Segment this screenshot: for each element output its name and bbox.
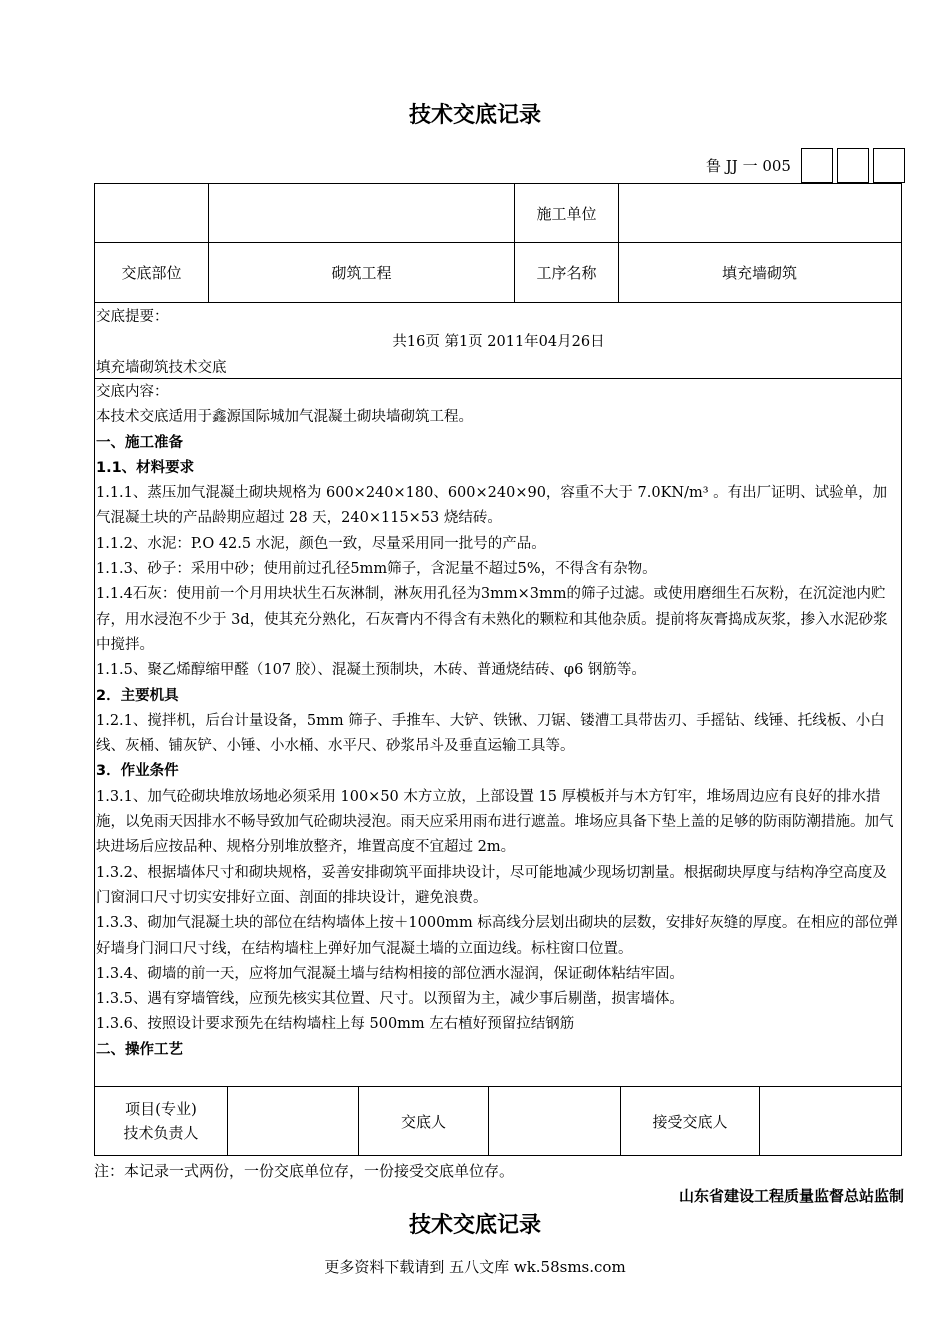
paragraph: 1.3.5、遇有穿墙管线，应预先核实其位置、尺寸。以预留为主，减少事后剔凿，损害墙体。 bbox=[96, 991, 684, 1008]
form-code: 鲁 JJ 一 005 bbox=[706, 157, 791, 175]
paragraph: 1.1.2、水泥：P.O 42.5 水泥，颜色一致，尽量采用同一批号的产品。 bbox=[96, 535, 546, 552]
unit-value-cell[interactable] bbox=[619, 184, 900, 242]
section-heading: 二、操作工艺 bbox=[96, 1041, 183, 1058]
paragraph: 1.3.4、砌墙的前一天，应将加气混凝土墙与结构相接的部位洒水湿润，保证砌体粘结牢固。 bbox=[96, 965, 684, 982]
summary-label: 交底提要： bbox=[96, 309, 169, 325]
paragraph: 1.3.3、砌加气混凝土块的部位在结构墙体上按＋1000mm 标高线分层划出砌块的层数，安排好灰缝的厚度。在相应的部位弹好墙身门洞口尺寸线，在结构墙柱上弹好加气混凝土墙的立面边线。标柱窗口位置。 bbox=[96, 915, 898, 957]
page-info: 共16页 第1页 2011年04月26日 bbox=[392, 334, 605, 351]
code-box-2[interactable] bbox=[837, 148, 869, 183]
paragraph: 1.1.3、砂子：采用中砂；使用前过孔径5mm筛子，含泥量不超过5%，不得含有杂物。 bbox=[96, 561, 657, 578]
project-row bbox=[95, 184, 901, 243]
part-row bbox=[95, 243, 901, 303]
disclosure-table bbox=[94, 183, 902, 1156]
receiver-value[interactable] bbox=[760, 1087, 900, 1155]
receiver-label: 接受交底人 bbox=[621, 1087, 760, 1155]
supervision-text: 山东省建设工程质量监督总站监制 bbox=[678, 1187, 904, 1205]
tech-lead-label-line1: 项目(专业) bbox=[125, 1100, 197, 1118]
discloser-label: 交底人 bbox=[359, 1087, 489, 1155]
paragraph: 1.1.4石灰：使用前一个月用块状生石灰淋制，淋灰用孔径为3mm×3mm的筛子过滤。或使用磨细生石灰粉，在沉淀池内贮存，用水浸泡不少于 3d，使其充分熟化，石灰膏内不得含有未熟化的颗粒和其他杂质。提前将灰膏捣成灰浆，掺入水泥砂浆中搅拌。 bbox=[96, 586, 888, 653]
section-heading: 3．作业条件 bbox=[96, 763, 179, 780]
section-heading: 1.1、材料要求 bbox=[96, 459, 195, 476]
paragraph: 1.3.2、根据墙体尺寸和砌块规格，妥善安排砌筑平面排块设计，尽可能地减少现场切割量。根据砌块厚度与结构净空高度及门窗洞口尺寸切实安排好立面、剖面的排块设计，避免浪费。 bbox=[96, 864, 887, 906]
section-heading: 一、施工准备 bbox=[96, 434, 183, 451]
paragraph: 1.2.1、搅拌机，后台计量设备，5mm 筛子、手推车、大铲、铁锹、刀锯、镂漕工具带齿刃、手摇钻、线锤、托线板、小白线、灰桶、铺灰铲、小锤、小水桶、水平尺、砂浆吊斗及垂直运输工具等。 bbox=[96, 712, 885, 755]
tech-lead-value[interactable] bbox=[228, 1087, 359, 1155]
unit-label: 施工单位 bbox=[515, 184, 619, 242]
document-title: 技术交底记录 bbox=[408, 103, 541, 128]
content-intro: 本技术交底适用于鑫源国际城加气混凝土砌块墙砌筑工程。 bbox=[96, 409, 473, 426]
sign-row bbox=[95, 1087, 901, 1155]
section-heading: 2．主要机具 bbox=[96, 687, 179, 704]
footer-text: 更多资料下载请到 五八文库 wk.58sms.com bbox=[324, 1258, 626, 1276]
tech-lead-label-line2: 技术负责人 bbox=[123, 1124, 199, 1142]
project-value-cell[interactable] bbox=[209, 184, 515, 242]
code-box-3[interactable] bbox=[873, 148, 905, 183]
part-value[interactable]: 砌筑工程 bbox=[209, 243, 515, 302]
discloser-value[interactable] bbox=[489, 1087, 621, 1155]
process-value[interactable]: 填充墙砌筑 bbox=[721, 264, 797, 282]
project-label-cell bbox=[95, 184, 209, 242]
summary-text: 填充墙砌筑技术交底 bbox=[96, 359, 227, 376]
next-page-title: 技术交底记录 bbox=[408, 1213, 541, 1238]
paragraph: 1.3.6、按照设计要求预先在结构墙柱上每 500mm 左右植好预留拉结钢筋 bbox=[96, 1016, 575, 1033]
content-label: 交底内容： bbox=[96, 384, 169, 400]
content-section bbox=[95, 379, 901, 1087]
part-label: 交底部位 bbox=[95, 243, 209, 302]
paragraph: 1.1.1、蒸压加气混凝土砌块规格为 600×240×180、600×240×90，容重不大于 7.0KN/m³ 。有出厂证明、试验单，加气混凝土块的产品龄期应超过 28 天，240×115×53 烧结砖。 bbox=[96, 485, 888, 527]
record-note: 注：本记录一式两份，一份交底单位存，一份接受交底单位存。 bbox=[94, 1162, 515, 1180]
tech-lead-label bbox=[95, 1087, 228, 1155]
code-box-1[interactable] bbox=[801, 148, 833, 183]
process-label: 工序名称 bbox=[515, 243, 619, 302]
paragraph: 1.3.1、加气砼砌块堆放场地必须采用 100×50 木方立放，上部设置 15 厚模板并与木方钉牢，堆场周边应有良好的排水措施，以免雨天因排水不畅导致加气砼砌块浸泡。雨天应采用雨布进行遮盖。堆场应具备下垫上盖的足够的防雨防潮措施。加气块进场后应按品种、规格分别堆放整齐，堆置高度不宜超过 2m。 bbox=[96, 788, 894, 856]
summary-section bbox=[95, 303, 901, 379]
form-code-row bbox=[706, 148, 905, 183]
paragraph: 1.1.5、聚乙烯醇缩甲醛（107 胶）、混凝土预制块，木砖、普通烧结砖、φ6 钢筋等。 bbox=[96, 662, 646, 679]
